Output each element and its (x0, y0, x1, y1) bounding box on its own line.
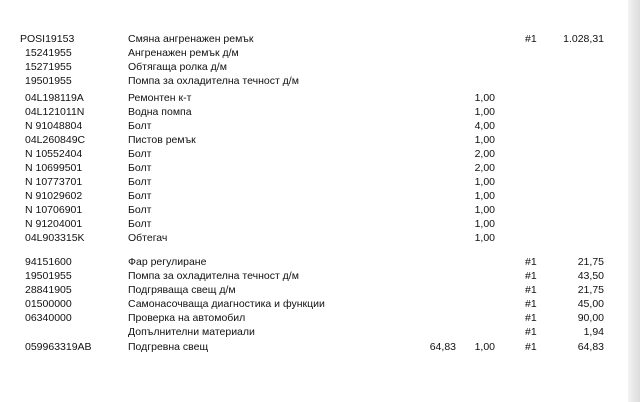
cell-desc: Подгревна свещ (128, 341, 209, 353)
cell-mark: #1 (525, 326, 537, 338)
cell-qty: 1,00 (474, 134, 495, 146)
cell-amount: 45,00 (577, 298, 604, 310)
cell-desc: Смяна ангренажен ремък (128, 33, 254, 45)
table-row (0, 325, 628, 339)
cell-amount: 1.028,31 (563, 33, 604, 45)
cell-code: 059963319AB (25, 341, 92, 353)
cell-code: 04L903315K (25, 232, 85, 244)
cell-desc: Болт (128, 204, 152, 216)
cell-mark: #1 (525, 341, 537, 353)
table-row (0, 283, 628, 297)
cell-desc: Обтягаща ролка д/м (128, 61, 227, 73)
cell-qty: 1,00 (474, 232, 495, 244)
cell-desc: Проверка на автомобил (128, 312, 246, 324)
cell-desc: Болт (128, 148, 152, 160)
table-row (0, 133, 628, 147)
table-row (0, 217, 628, 231)
cell-code: 15271955 (25, 61, 72, 73)
cell-code: 06340000 (25, 312, 72, 324)
cell-qty: 1,00 (474, 190, 495, 202)
scan-page-edge (628, 0, 640, 402)
cell-mark: #1 (525, 33, 537, 45)
cell-desc: Подгряваща свещ д/м (128, 284, 236, 296)
cell-code: 94151600 (25, 256, 72, 268)
table-row (0, 175, 628, 189)
cell-desc: Помпа за охладителна течност д/м (128, 75, 299, 87)
table-row (0, 189, 628, 203)
cell-mark: #1 (525, 312, 537, 324)
table-row (0, 32, 628, 46)
cell-code: 15241955 (25, 47, 72, 59)
cell-code: 01500000 (25, 298, 72, 310)
cell-qty: 1,00 (474, 218, 495, 230)
table-row (0, 46, 628, 60)
table-row (0, 255, 628, 269)
table-row (0, 91, 628, 105)
cell-code: N 91204001 (25, 218, 83, 230)
cell-amount: 43,50 (577, 270, 604, 282)
table-row (0, 161, 628, 175)
cell-desc: Водна помпа (128, 106, 192, 118)
cell-code: N 91048804 (25, 120, 83, 132)
cell-desc: Самонасочваща диагностика и функции (128, 298, 325, 310)
table-row (0, 311, 628, 325)
cell-price: 64,83 (429, 341, 456, 353)
cell-code: 04L260849C (25, 134, 86, 146)
cell-qty: 1,00 (474, 176, 495, 188)
cell-desc: Пистов ремък (128, 134, 196, 146)
cell-qty: 4,00 (474, 120, 495, 132)
table-row (0, 269, 628, 283)
cell-amount: 21,75 (577, 284, 604, 296)
cell-desc: Болт (128, 190, 152, 202)
table-row (0, 105, 628, 119)
cell-mark: #1 (525, 298, 537, 310)
cell-code: 28841905 (25, 284, 72, 296)
cell-qty: 1,00 (474, 92, 495, 104)
cell-code: N 10699501 (25, 162, 83, 174)
cell-code: N 10706901 (25, 204, 83, 216)
cell-desc: Фар регулиране (128, 256, 207, 268)
cell-amount: 1,94 (583, 326, 604, 338)
cell-desc: Обтегач (128, 232, 168, 244)
cell-desc: Болт (128, 176, 152, 188)
table-row (0, 74, 628, 88)
cell-mark: #1 (525, 284, 537, 296)
cell-mark: #1 (525, 270, 537, 282)
table-row (0, 147, 628, 161)
table-row (0, 60, 628, 74)
cell-code: 19501955 (25, 270, 72, 282)
cell-code: POSI19153 (20, 33, 75, 45)
cell-desc: Ангренажен ремък д/м (128, 47, 239, 59)
cell-code: 04L198119A (25, 92, 84, 104)
cell-desc: Болт (128, 218, 152, 230)
cell-desc: Допълнителни материали (128, 326, 255, 338)
table-row (0, 231, 628, 245)
cell-qty: 1,00 (474, 106, 495, 118)
cell-qty: 2,00 (474, 162, 495, 174)
cell-desc: Помпа за охладителна течност д/м (128, 270, 299, 282)
cell-code: N 91029602 (25, 190, 83, 202)
cell-code: N 10773701 (25, 176, 83, 188)
cell-desc: Болт (128, 120, 152, 132)
cell-code: N 10552404 (25, 148, 83, 160)
cell-amount: 21,75 (577, 256, 604, 268)
cell-code: 19501955 (25, 75, 72, 87)
table-row (0, 340, 628, 354)
cell-desc: Ремонтен к-т (128, 92, 192, 104)
table-row (0, 297, 628, 311)
cell-qty: 1,00 (474, 341, 495, 353)
cell-mark: #1 (525, 256, 537, 268)
cell-qty: 1,00 (474, 204, 495, 216)
cell-qty: 2,00 (474, 148, 495, 160)
table-row (0, 119, 628, 133)
cell-code: 04L121011N (25, 106, 85, 118)
table-row (0, 203, 628, 217)
cell-amount: 64,83 (577, 341, 604, 353)
cell-desc: Болт (128, 162, 152, 174)
cell-amount: 90,00 (577, 312, 604, 324)
